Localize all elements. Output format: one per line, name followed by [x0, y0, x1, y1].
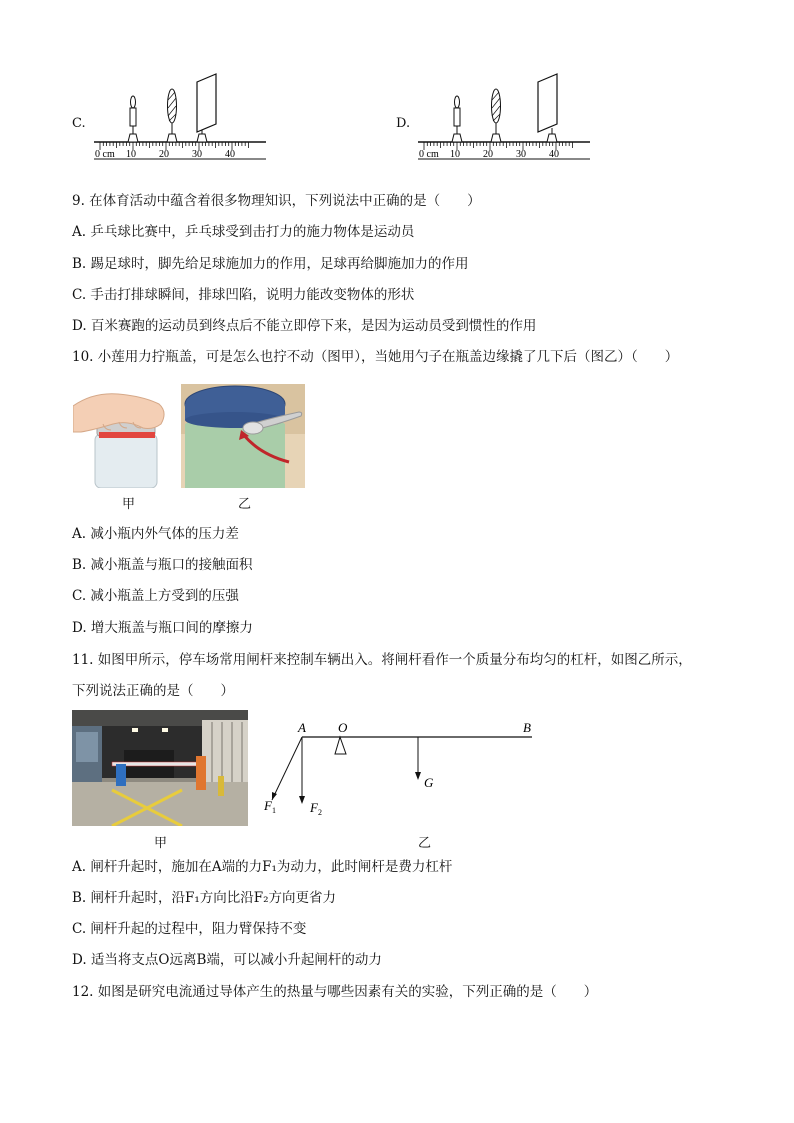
lever-diagram — [258, 712, 548, 824]
figure-caption-yi: 乙 — [238, 497, 252, 512]
candle-icon — [128, 96, 138, 142]
q11-option-a[interactable]: A. 闸杆升起时，施加在A端的力F₁为动力，此时闸杆是费力杠杆 — [72, 859, 453, 875]
q10-option-c[interactable]: C. 减小瓶盖上方受到的压强 — [72, 588, 239, 604]
ruler-label-10: 10 — [126, 149, 136, 160]
q11-stem-line2: 下列说法正确的是（ ） — [72, 683, 234, 699]
label-f1-subscript: 1 — [272, 806, 276, 815]
force-f1-arrow — [272, 737, 302, 800]
jar-spoon-photo — [181, 384, 305, 488]
q9-option-c[interactable]: C. 手击打排球瞬间，排球凹陷，说明力能改变物体的形状 — [72, 287, 415, 303]
q9-option-b[interactable]: B. 踢足球时，脚先给足球施加力的作用，足球再给脚施加力的作用 — [72, 256, 469, 272]
ruler-label-30: 30 — [516, 149, 526, 160]
convex-lens-icon — [167, 89, 177, 142]
parking-gate-photo — [72, 710, 248, 826]
optical-bench-figure — [414, 70, 594, 180]
q11-stem-line1: 11. 如图甲所示，停车场常用闸杆来控制车辆出入。将闸杆看作一个质量分布均匀的杠杆，如图乙所示， — [72, 652, 692, 668]
screen-icon — [538, 74, 557, 142]
q10-option-b[interactable]: B. 减小瓶盖与瓶口的接触面积 — [72, 557, 253, 573]
jar-hand-photo — [73, 384, 173, 488]
option-letter: C. — [72, 116, 86, 131]
q9-option-d[interactable]: D. 百米赛跑的运动员到终点后不能立即停下来，是因为运动员受到惯性的作用 — [72, 318, 537, 334]
q11-option-d[interactable]: D. 适当将支点O远离B端，可以减小升起闸杆的动力 — [72, 952, 382, 968]
q11-option-c[interactable]: C. 闸杆升起的过程中，阻力臂保持不变 — [72, 921, 307, 937]
figure-caption-yi: 乙 — [418, 836, 432, 851]
ruler-label-0: 0 cm — [419, 149, 439, 160]
q9-stem: 9. 在体育活动中蕴含着很多物理知识，下列说法中正确的是（ ） — [72, 193, 481, 209]
label-f2: F — [310, 800, 318, 815]
option-letter: D. — [396, 116, 411, 131]
label-o: O — [338, 720, 348, 735]
label-b: B — [523, 720, 531, 735]
label-a: A — [298, 720, 306, 735]
q8-option-c — [72, 70, 262, 180]
q10-option-d[interactable]: D. 增大瓶盖与瓶口间的摩擦力 — [72, 620, 253, 636]
q10-option-a[interactable]: A. 减小瓶内外气体的压力差 — [72, 526, 239, 542]
label-f1: F — [264, 798, 272, 813]
ruler-label-20: 20 — [483, 149, 493, 160]
screen-icon — [197, 74, 216, 142]
optical-bench-figure — [90, 70, 270, 180]
ruler-label-40: 40 — [225, 149, 235, 160]
label-g: G — [424, 775, 434, 790]
figure-caption-jia: 甲 — [154, 836, 168, 851]
q10-stem: 10. 小莲用力拧瓶盖，可是怎么也拧不动（图甲），当她用勺子在瓶盖边缘撬了几下后（图乙）（ ） — [72, 349, 679, 365]
ruler-label-20: 20 — [159, 149, 169, 160]
q12-stem: 12. 如图是研究电流通过导体产生的热量与哪些因素有关的实验，下列正确的是（ ） — [72, 984, 598, 1000]
ruler-label-40: 40 — [549, 149, 559, 160]
q9-option-a[interactable]: A. 乒乓球比赛中，乒乓球受到击打力的施力物体是运动员 — [72, 224, 415, 240]
label-f2-subscript: 2 — [318, 808, 322, 817]
candle-icon — [452, 96, 462, 142]
q8-option-d — [396, 70, 596, 180]
convex-lens-icon — [491, 89, 501, 142]
q11-option-b[interactable]: B. 闸杆升起时，沿F₁方向比沿F₂方向更省力 — [72, 890, 337, 906]
ruler-label-0: 0 cm — [95, 149, 115, 160]
figure-caption-jia: 甲 — [122, 497, 136, 512]
ruler-label-30: 30 — [192, 149, 202, 160]
fulcrum-triangle — [335, 737, 346, 754]
ruler-label-10: 10 — [450, 149, 460, 160]
